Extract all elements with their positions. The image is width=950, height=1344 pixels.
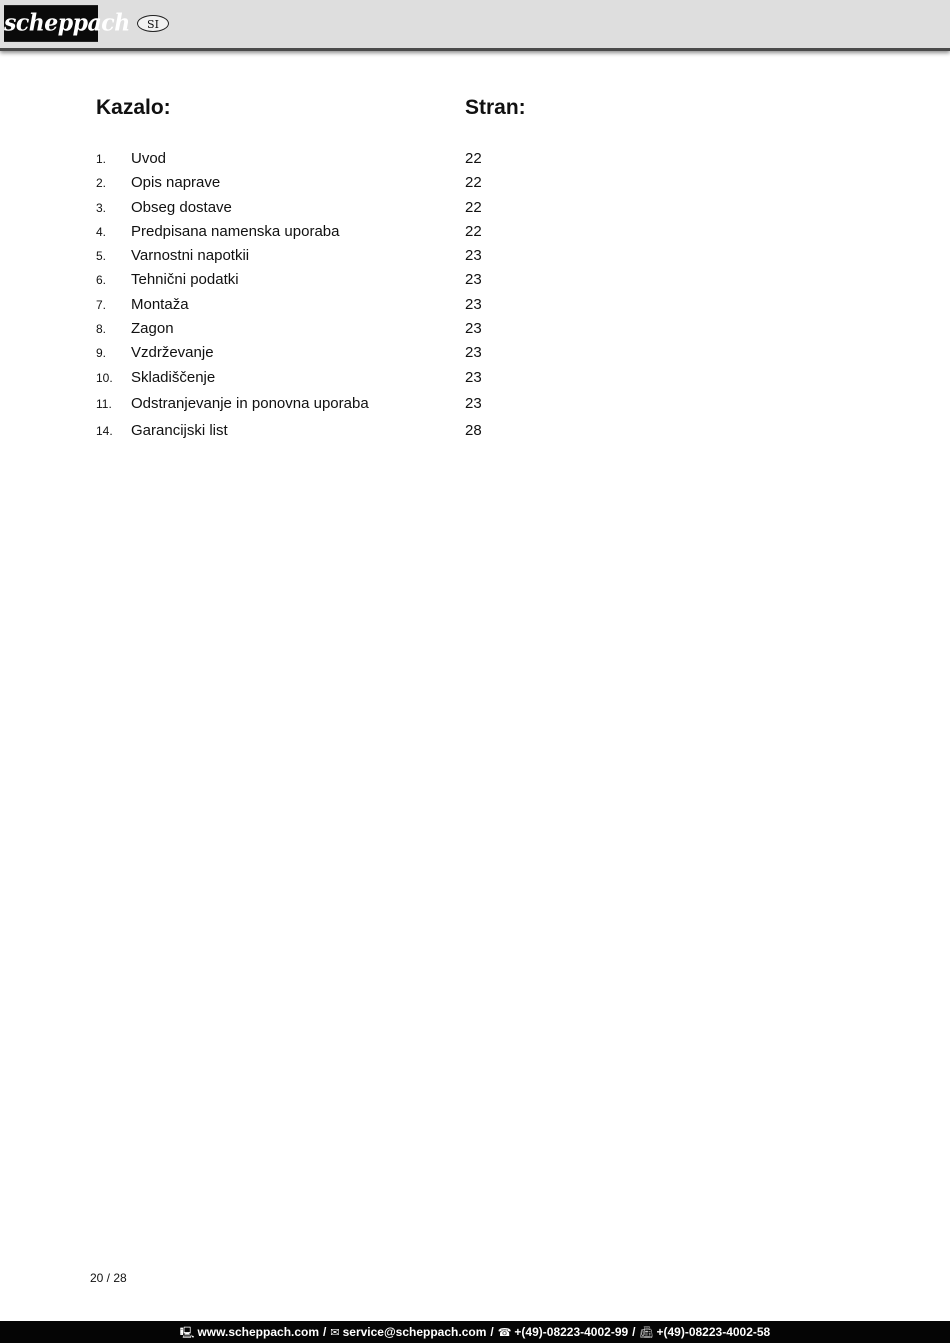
- toc-item: [96, 247, 556, 271]
- toc-item-page: 22: [465, 150, 482, 167]
- toc-item-title: Garancijski list: [131, 421, 228, 439]
- toc-item: [96, 223, 556, 247]
- toc-item-title: Skladiščenje: [131, 368, 216, 386]
- toc-heading: Kazalo:: [96, 96, 171, 119]
- toc-item-number: 6.: [96, 273, 107, 288]
- toc-item-page: 22: [465, 222, 482, 240]
- toc-item-title: Tehnični podatki: [131, 271, 239, 289]
- toc-item-number: 14.: [96, 423, 113, 438]
- footer-email: service@scheppach.com: [342, 1325, 487, 1339]
- toc-item-title: Uvod: [131, 150, 167, 167]
- toc-item: [96, 199, 556, 223]
- footer-separator: /: [632, 1325, 636, 1339]
- toc-item-number: 9.: [96, 346, 107, 361]
- toc-item-page: 23: [465, 395, 482, 413]
- toc-item-title: Varnostni napotkii: [131, 247, 250, 265]
- toc-item-title: Predpisana namenska uporaba: [131, 222, 340, 240]
- footer-fax: +(49)-08223-4002-58: [656, 1325, 771, 1339]
- header-band: [0, 0, 950, 51]
- toc-item: [96, 369, 556, 396]
- footer-separator: /: [323, 1325, 327, 1339]
- footer-separator: /: [490, 1325, 494, 1339]
- toc-item-page: 23: [465, 295, 482, 313]
- toc-item: [96, 320, 556, 344]
- toc-item-title: Obseg dostave: [131, 198, 232, 216]
- toc-item-number: 11.: [96, 397, 112, 412]
- toc-item-title: Montaža: [131, 295, 189, 313]
- toc-item: [96, 271, 556, 295]
- toc-item-number: 3.: [96, 200, 107, 215]
- toc-item-page: 23: [465, 247, 482, 265]
- mail-icon: ✉︎: [330, 1326, 340, 1339]
- toc-item-number: 7.: [96, 297, 107, 312]
- language-badge: SI: [137, 15, 169, 32]
- computer-icon: 🖳︎: [179, 1326, 195, 1339]
- page-column-heading: Stran:: [465, 96, 526, 119]
- toc-item-number: 4.: [96, 224, 107, 239]
- phone-icon: ☎︎: [497, 1326, 512, 1339]
- toc-item: [96, 344, 556, 368]
- footer-website: www.scheppach.com: [197, 1325, 320, 1339]
- toc-item-title: Odstranjevanje in ponovna uporaba: [131, 395, 369, 413]
- toc-item-page: 23: [465, 368, 482, 386]
- toc-item-title: Opis naprave: [131, 174, 221, 192]
- fax-icon: 📠︎: [639, 1326, 654, 1339]
- toc-list: [96, 150, 556, 446]
- page-number: 20 / 28: [90, 1271, 127, 1285]
- toc-item: [96, 395, 556, 422]
- toc-item-title: Zagon: [131, 320, 174, 338]
- toc-item-page: 28: [465, 421, 482, 439]
- toc-item-page: 23: [465, 320, 482, 338]
- toc-item: [96, 174, 556, 198]
- toc-item-page: 23: [465, 344, 482, 362]
- toc-item: [96, 150, 556, 174]
- toc-item-page: 23: [465, 271, 482, 289]
- toc-item-title: Vzdrževanje: [131, 344, 214, 362]
- toc-item-number: 1.: [96, 152, 107, 166]
- toc-item: [96, 296, 556, 320]
- footer-phone: +(49)-08223-4002-99: [514, 1325, 629, 1339]
- toc-item-number: 5.: [96, 249, 107, 264]
- toc-item-page: 22: [465, 174, 482, 192]
- toc-item-number: 8.: [96, 322, 107, 337]
- toc-item-number: 2.: [96, 176, 107, 191]
- toc-item: [96, 422, 556, 446]
- toc-item-page: 22: [465, 198, 482, 216]
- toc-item-number: 10.: [96, 370, 113, 385]
- footer-contact-bar: [0, 1321, 950, 1343]
- scheppach-logo: scheppach: [4, 5, 98, 42]
